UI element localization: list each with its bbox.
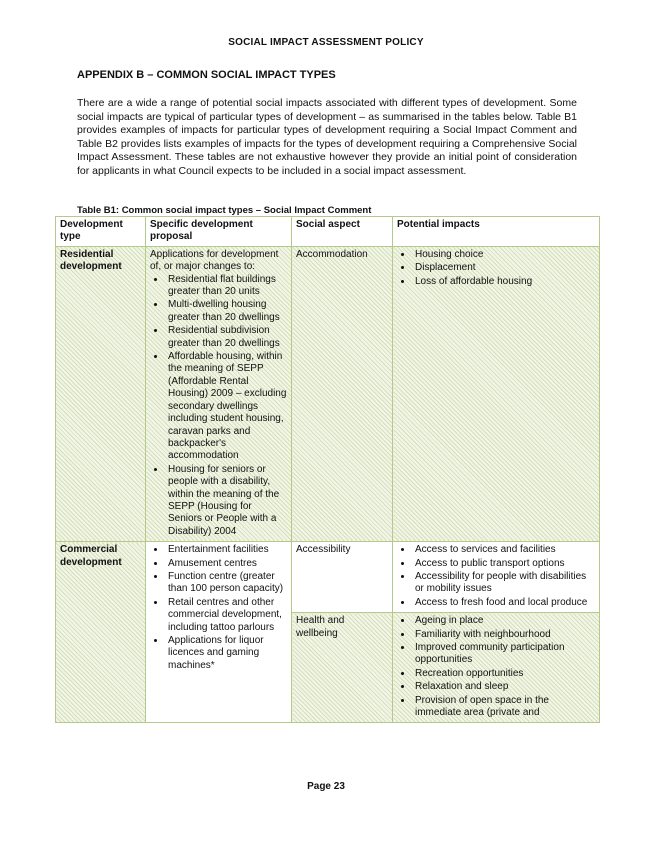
impacts-list bbox=[397, 544, 595, 609]
development-type-cell: Commercial development bbox=[56, 542, 146, 723]
impacts-cell bbox=[393, 246, 600, 541]
list-item: • Improved community participation opportunities bbox=[413, 642, 595, 667]
list-item: • Displacement bbox=[413, 262, 595, 274]
header-specific-proposal: Specific development proposal bbox=[146, 217, 292, 247]
list-item: • Applications for liquor licences and gaming machines* bbox=[166, 635, 287, 672]
proposal-list bbox=[150, 544, 287, 672]
development-type-cell: Residential development bbox=[56, 246, 146, 541]
impacts-cell bbox=[393, 613, 600, 723]
list-item: • Ageing in place bbox=[413, 615, 595, 627]
table-header-row bbox=[56, 217, 600, 247]
proposal-list bbox=[150, 274, 287, 539]
list-item: • Familiarity with neighbourhood bbox=[413, 629, 595, 641]
list-item: • Housing choice bbox=[413, 249, 595, 261]
social-aspect-cell: Accommodation bbox=[292, 246, 393, 541]
list-item: • Loss of affordable housing bbox=[413, 276, 595, 288]
table-row-commercial bbox=[56, 542, 600, 613]
list-item: • Access to services and facilities bbox=[413, 544, 595, 556]
header-potential-impacts: Potential impacts bbox=[393, 217, 600, 247]
intro-paragraph: There are a wide a range of potential social impacts associated with different types of development. Some social impacts are typical of particular types of development – as summarised in the tables below. Table B1 provides examples of impacts for particular types of development requiring a Social Impact Comment and Table B2 provides lists examples of impacts for the types of development requiring a Comprehensive Social Impact Assessment. These tables are not exhaustive however they provide an initial point of consideration for applicants in what Council expects to be included in a social impact assessment. bbox=[77, 97, 577, 177]
list-item: • Provision of open space in the immediate area (private and bbox=[413, 695, 595, 720]
list-item: • Entertainment facilities bbox=[166, 544, 287, 556]
proposal-cell bbox=[146, 246, 292, 541]
page-number: Page 23 bbox=[307, 781, 345, 792]
appendix-heading: APPENDIX B – COMMON SOCIAL IMPACT TYPES bbox=[77, 69, 336, 81]
impacts-list bbox=[397, 249, 595, 288]
running-header: SOCIAL IMPACT ASSESSMENT POLICY bbox=[228, 37, 424, 48]
proposal-intro: Applications for development of, or major changes to: bbox=[150, 248, 279, 273]
list-item: • Relaxation and sleep bbox=[413, 681, 595, 693]
impact-table bbox=[55, 216, 600, 723]
table-caption: Table B1: Common social impact types – Social Impact Comment bbox=[77, 205, 372, 216]
list-item: • Recreation opportunities bbox=[413, 668, 595, 680]
list-item: • Affordable housing, within the meaning of SEPP (Affordable Rental Housing) 2009 – excluding secondary dwellings including student housing, caravan parks and backpacker's accommodation bbox=[166, 351, 287, 463]
list-item: • Function centre (greater than 100 person capacity) bbox=[166, 571, 287, 596]
list-item: • Multi-dwelling housing greater than 20 dwellings bbox=[166, 299, 287, 324]
list-item: • Access to fresh food and local produce bbox=[413, 597, 595, 609]
list-item: • Housing for seniors or people with a disability, within the meaning of the SEPP (Housing for Seniors or People with a Disability) 2004 bbox=[166, 464, 287, 538]
list-item: • Amusement centres bbox=[166, 558, 287, 570]
list-item: • Retail centres and other commercial development, including tattoo parlours bbox=[166, 597, 287, 634]
table-row-residential bbox=[56, 246, 600, 541]
social-aspect-cell: Accessibility bbox=[292, 542, 393, 613]
header-social-aspect: Social aspect bbox=[292, 217, 393, 247]
list-item: • Accessibility for people with disabilities or mobility issues bbox=[413, 571, 595, 596]
proposal-cell bbox=[146, 542, 292, 723]
list-item: • Access to public transport options bbox=[413, 558, 595, 570]
impacts-cell bbox=[393, 542, 600, 613]
list-item: • Residential flat buildings greater than 20 units bbox=[166, 274, 287, 299]
list-item: • Residential subdivision greater than 20 dwellings bbox=[166, 325, 287, 350]
social-aspect-cell: Health and wellbeing bbox=[292, 613, 393, 723]
impacts-list bbox=[397, 615, 595, 719]
header-development-type: Development type bbox=[56, 217, 146, 247]
